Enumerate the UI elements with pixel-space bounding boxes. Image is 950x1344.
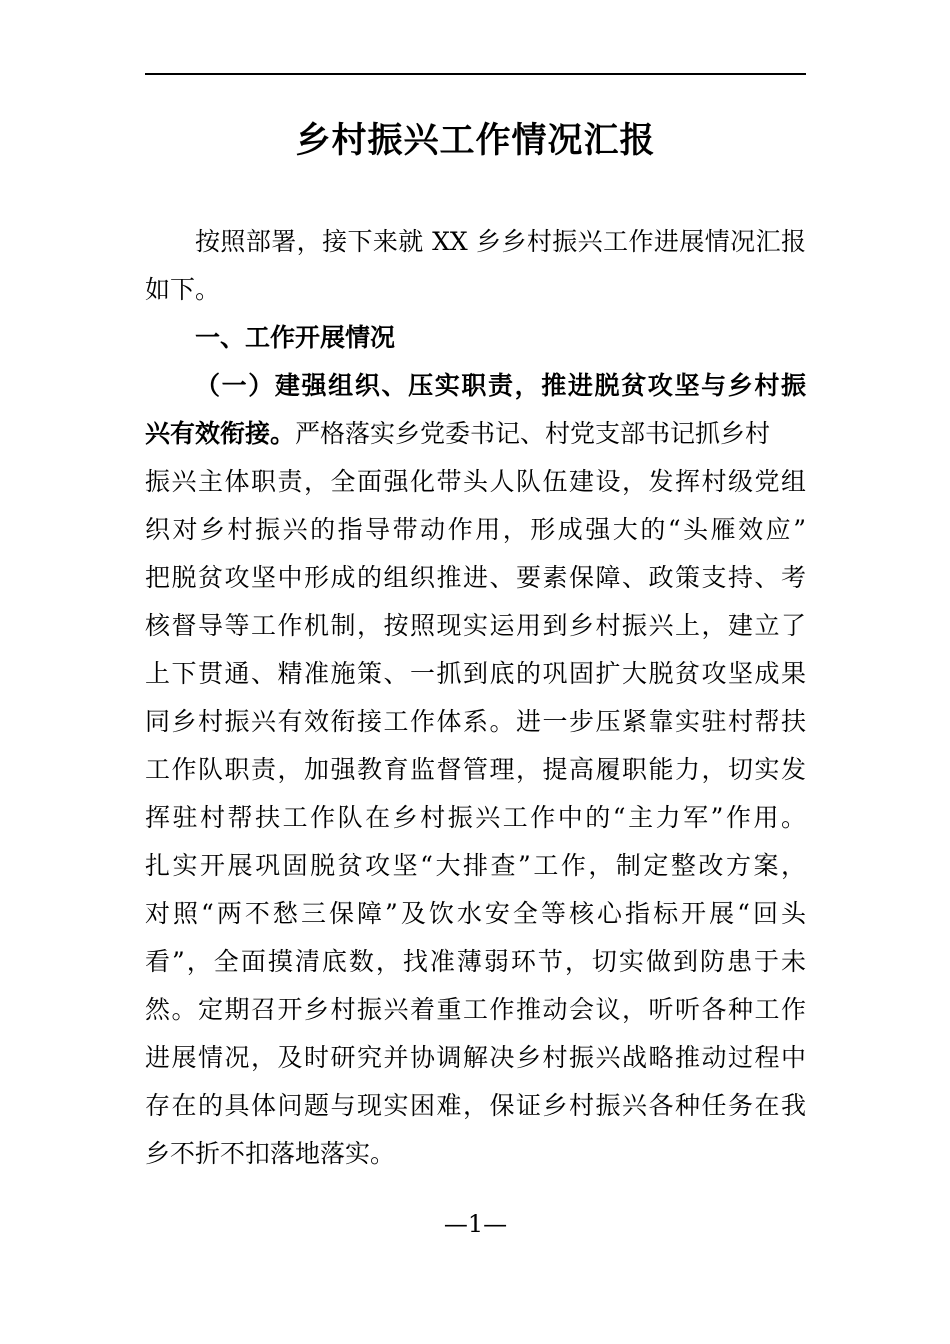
body-line: 存在的具体问题与现实困难，保证乡村振兴各种任务在我: [145, 1091, 806, 1120]
body-line: 上下贯通、精准施策、一抓到底的巩固扩大脱贫攻坚成果: [145, 659, 806, 688]
section-heading-1: 一、工作开展情况: [195, 323, 396, 352]
body-line: 对照“两不愁三保障”及饮水安全等核心指标开展“回头: [145, 899, 806, 928]
body-line: 挥驻村帮扶工作队在乡村振兴工作中的“主力军”作用。: [145, 803, 806, 832]
body-line: 把脱贫攻坚中形成的组织推进、要素保障、政策支持、考: [145, 563, 806, 592]
body-line-2-rest: 严格落实乡党委书记、村党支部书记抓乡村: [295, 419, 771, 448]
body-line: 然。定期召开乡村振兴着重工作推动会议，听听各种工作: [145, 995, 806, 1024]
body-line: 工作队职责，加强教育监督管理，提高履职能力，切实发: [145, 755, 806, 784]
intro-line-2: 如下。: [145, 275, 221, 304]
body-line: 看”，全面摸清底数，找准薄弱环节，切实做到防患于未: [145, 947, 806, 976]
body-line: 同乡村振兴有效衔接工作体系。进一步压紧靠实驻村帮扶: [145, 707, 806, 736]
subsection-heading-line-2: 兴有效衔接。: [145, 419, 296, 448]
page-number: —1—: [443, 1210, 508, 1238]
body-line-last: 乡不折不扣落地落实。: [145, 1139, 396, 1168]
header-rule: [145, 73, 806, 75]
body-line: 核督导等工作机制，按照现实运用到乡村振兴上，建立了: [145, 611, 806, 640]
body-line: 进展情况，及时研究并协调解决乡村振兴战略推动过程中: [145, 1043, 806, 1072]
body-line: 扎实开展巩固脱贫攻坚“大排查”工作，制定整改方案，: [145, 851, 806, 880]
body-line: 振兴主体职责，全面强化带头人队伍建设，发挥村级党组: [145, 467, 806, 496]
document-title: 乡村振兴工作情况汇报: [295, 120, 656, 161]
body-line: 织对乡村振兴的指导带动作用，形成强大的“头雁效应”: [145, 515, 806, 544]
paragraph-line-mixed: [145, 410, 806, 458]
subsection-heading-line-1: （一）建强组织、压实职责，推进脱贫攻坚与乡村振: [195, 371, 806, 400]
intro-line-1: 按照部署，接下来就 XX 乡乡村振兴工作进展情况汇报: [195, 227, 806, 256]
